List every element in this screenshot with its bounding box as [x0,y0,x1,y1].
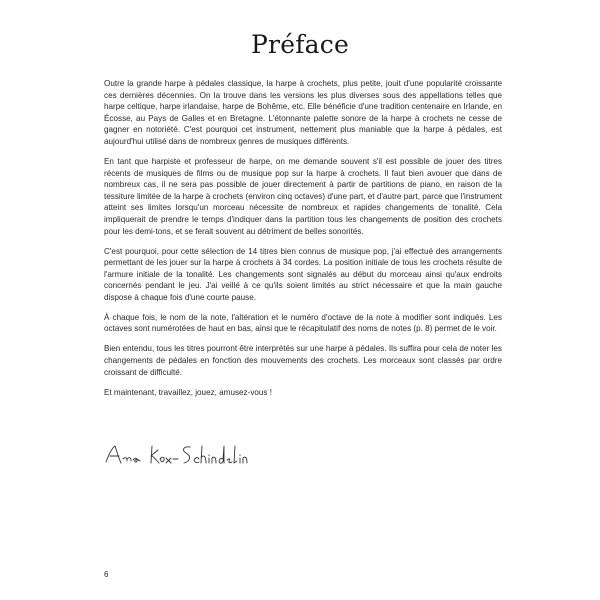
paragraph-1: Outre la grande harpe à pédales classique, la harpe à crochets, plus petite, jouit d'une popularité croissante ces dernières décennies. On la trouve dans les versions les plus diverses sous des appellations telles que harpe celtique, harpe irlandaise, harpe de Bohême, etc. Elle bénéficie d'une tradition centenaire en Irlande, en Écosse, au Pays de Galles et en Bretagne. L'étonnante palette sonore de la harpe à crochets ne cesse de gagner en notoriété. C'est pourquoi cet instrument, nettement plus maniable que la harpe à pédales, est aujourd'hui utilisé dans de nombreux genres de musiques différents. [104,79,502,146]
page-title: Préface [251,30,349,59]
paragraph-6: Et maintenant, travaillez, jouez, amusez-vous ! [104,387,272,397]
page-number: 6 [104,570,109,579]
handwritten-signature [100,432,250,472]
paragraph-5: Bien entendu, tous les titres pourront être interprétés sur une harpe à pédales. Ils suffira pour cela de noter les changements de pédales en fonction des mouvements des crochets. Les morceaux sont classés par ordre croissant de difficulté. [104,344,502,377]
paragraph-3: C'est pourquoi, pour cette sélection de 14 titres bien connus de musique pop, j'ai effectué des arrangements permettant de les jouer sur la harpe à crochets à 34 cordes. La position initiale de tous les crochets résulte de l'armure initiale de la tonalité. Les changements sont signalés au début du morceau ainsi qu'aux endroits concernés pendant le jeu. J'ai veillé à ce qu'ils soient limités au strict nécessaire et que la main gauche dispose à chaque fois d'une courte pause. [104,246,502,302]
preface-body [104,78,502,407]
paragraph-4: À chaque fois, le nom de la note, l'altération et le numéro d'octave de la note à modifier sont indiqués. Les octaves sont numérotées de haut en bas, ainsi que le récapitulatif des noms de notes (p. 8) permet de le voir. [104,312,502,334]
paragraph-2: En tant que harpiste et professeur de harpe, on me demande souvent s'il est possible de jouer des titres récents de musiques de films ou de musique pop sur la harpe à crochets. Il faut bien avouer que dans de nombreux cas, il ne sera pas possible de jouer directement à partir de partitions de piano, en raison de la tessiture limitée de la harpe à crochets (environ cinq octaves) d'une part, et d'autre part, parce que l'instrument atteint ses limites lorsqu'un morceau nécessite de nombreux et rapides changements de tonalité. Cela impliquerait de prendre le temps d'indiquer dans la partition tous les changements de position des crochets pour les demi-tons, et se ferait souvent au détriment de belles sonorités. [104,156,502,236]
